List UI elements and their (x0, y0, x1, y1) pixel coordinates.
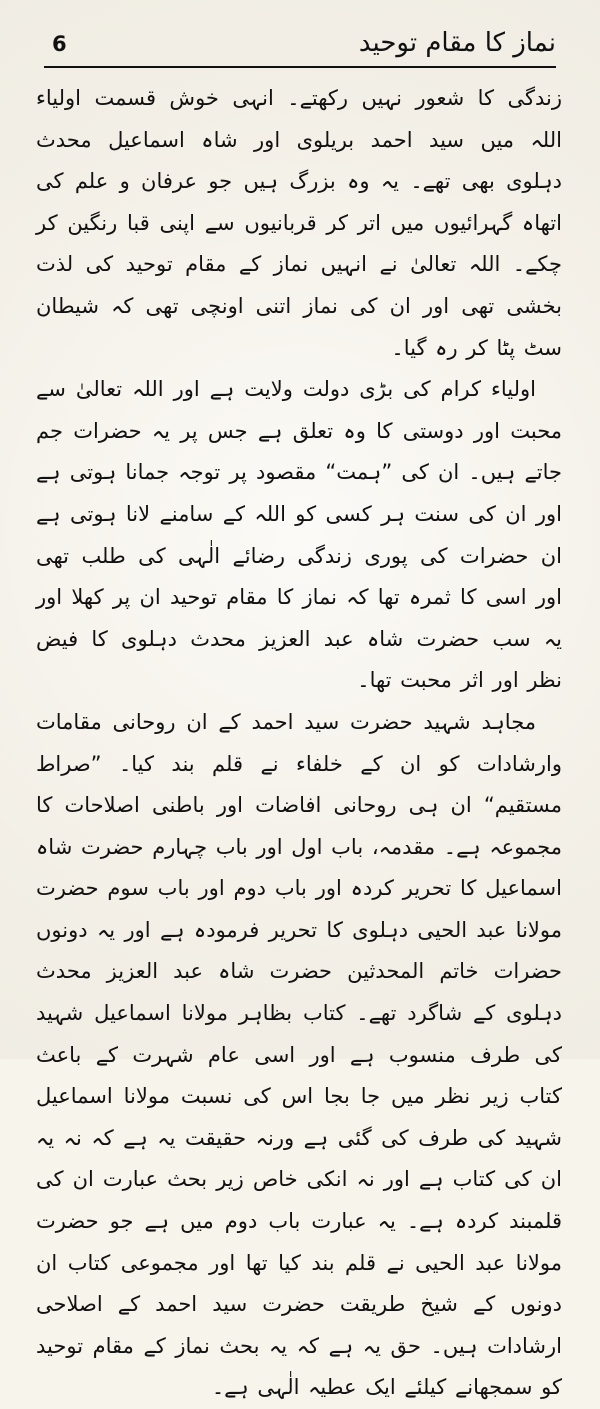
page-content (28, 78, 572, 1409)
page-header (36, 26, 564, 70)
running-title: نماز کا مقام توحید (358, 28, 556, 58)
header-divider (44, 66, 556, 68)
paragraph-1: زندگی کا شعور نہیں رکھتے۔ انہی خوش قسمت اولیاء اللہ میں سید احمد بریلوی اور شاہ اسماعیل محدث دہلوی بھی تھے۔ یہ وہ بزرگ ہیں جو عرفان و علم کی اتھاہ گہرائیوں میں اتر کر قربانیوں سے اپنی قبا رنگین کر چکے۔ اللہ تعالیٰ نے انہیں نماز کے مقام توحید کی لذت بخشی تھی اور ان کی نماز اتنی اونچی تھی کہ شیطان سٹ پٹا کر رہ گیا۔ (36, 86, 562, 360)
page-number: 6 (52, 32, 67, 56)
paragraph-2: اولیاء کرام کی بڑی دولت ولایت ہے اور اللہ تعالیٰ سے محبت اور دوستی کا وہ تعلق ہے جس پر یہ حضرات جم جاتے ہیں۔ ان کی ”ہمت“ مقصود پر توجہ جمانا ہوتی ہے اور ان کی سنت ہر کسی کو اللہ کے سامنے لانا ہوتی ہے ان حضرات کی پوری زندگی رضائے الٰہی کی طلب تھی اور اسی کا ثمرہ تھا کہ نماز کا مقام توحید ان پر کھلا اور یہ سب حضرت شاہ عبد العزیز محدث دہلوی کا فیض نظر اور اثر محبت تھا۔ (36, 377, 562, 693)
paragraph-3: مجاہد شہید حضرت سید احمد کے ان روحانی مقامات وارشادات کو ان کے خلفاء نے قلم بند کیا۔ ”صراط مستقیم“ ان ہی روحانی افاضات اور باطنی اصلاحات کا مجموعہ ہے۔ مقدمہ، باب اول اور باب چہارم حضرت شاہ اسماعیل کا تحریر کردہ اور باب دوم اور باب سوم حضرت مولانا عبد الحیی دہلوی کا تحریر فرمودہ ہے اور یہ دونوں حضرات خاتم المحدثین حضرت شاہ عبد العزیز محدث دہلوی کے شاگرد تھے۔ کتاب بظاہر مولانا اسماعیل شہید کی طرف منسوب ہے اور اسی عام شہرت کے باعث کتاب زیر نظر میں جا بجا اس کی نسبت مولانا اسماعیل شہید کی طرف کی گئی ہے ورنہ حقیقت یہ ہے کہ نہ یہ ان کی کتاب ہے اور نہ انکی خاص زیر بحث عبارت ان کی قلمبند کردہ ہے۔ یہ عبارت باب دوم میں ہے جو حضرت مولانا عبد الحیی نے قلم بند کیا تھا اور مجموعی کتاب ان دونوں کے شیخ طریقت حضرت سید احمد کے اصلاحی ارشادات ہیں۔ حق یہ ہے کہ یہ بحث نماز کے مقام توحید کو سمجھانے کیلئے ایک عطیہ الٰہی ہے۔ (36, 709, 562, 1400)
